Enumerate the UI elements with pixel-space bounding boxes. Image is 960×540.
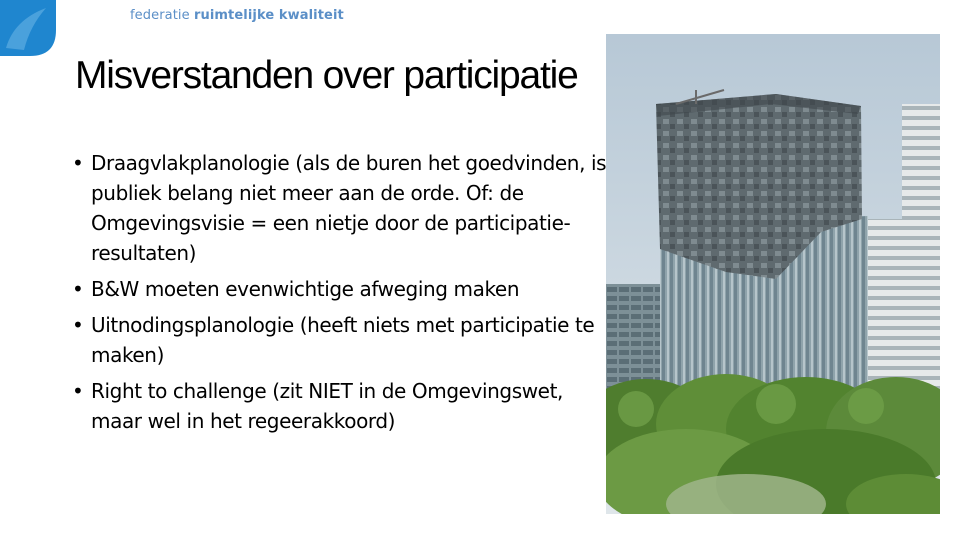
organization-name-part2: ruimtelijke kwaliteit xyxy=(193,8,344,23)
bullet-list xyxy=(72,148,612,442)
leaf-logo-icon xyxy=(0,0,56,56)
organization-name xyxy=(130,8,344,23)
bullet-item: • Draagvlakplanologie (als de buren het goedvinden, is publiek belang niet meer aan de orde. Of: de Omgevingsvisie = een nietje door de participatie-resultaten) xyxy=(72,148,612,268)
high-rise-building-photo xyxy=(606,34,940,514)
slide-title: Misverstanden over participatie xyxy=(75,54,578,97)
bullet-item: • B&W moeten evenwichtige afweging maken xyxy=(72,274,612,304)
bullet-item: • Uitnodingsplanologie (heeft niets met participatie te maken) xyxy=(72,310,612,370)
bullet-item: • Right to challenge (zit NIET in de Omgevingswet, maar wel in het regeerakkoord) xyxy=(72,376,612,436)
organization-name-part1: federatie xyxy=(130,8,190,23)
